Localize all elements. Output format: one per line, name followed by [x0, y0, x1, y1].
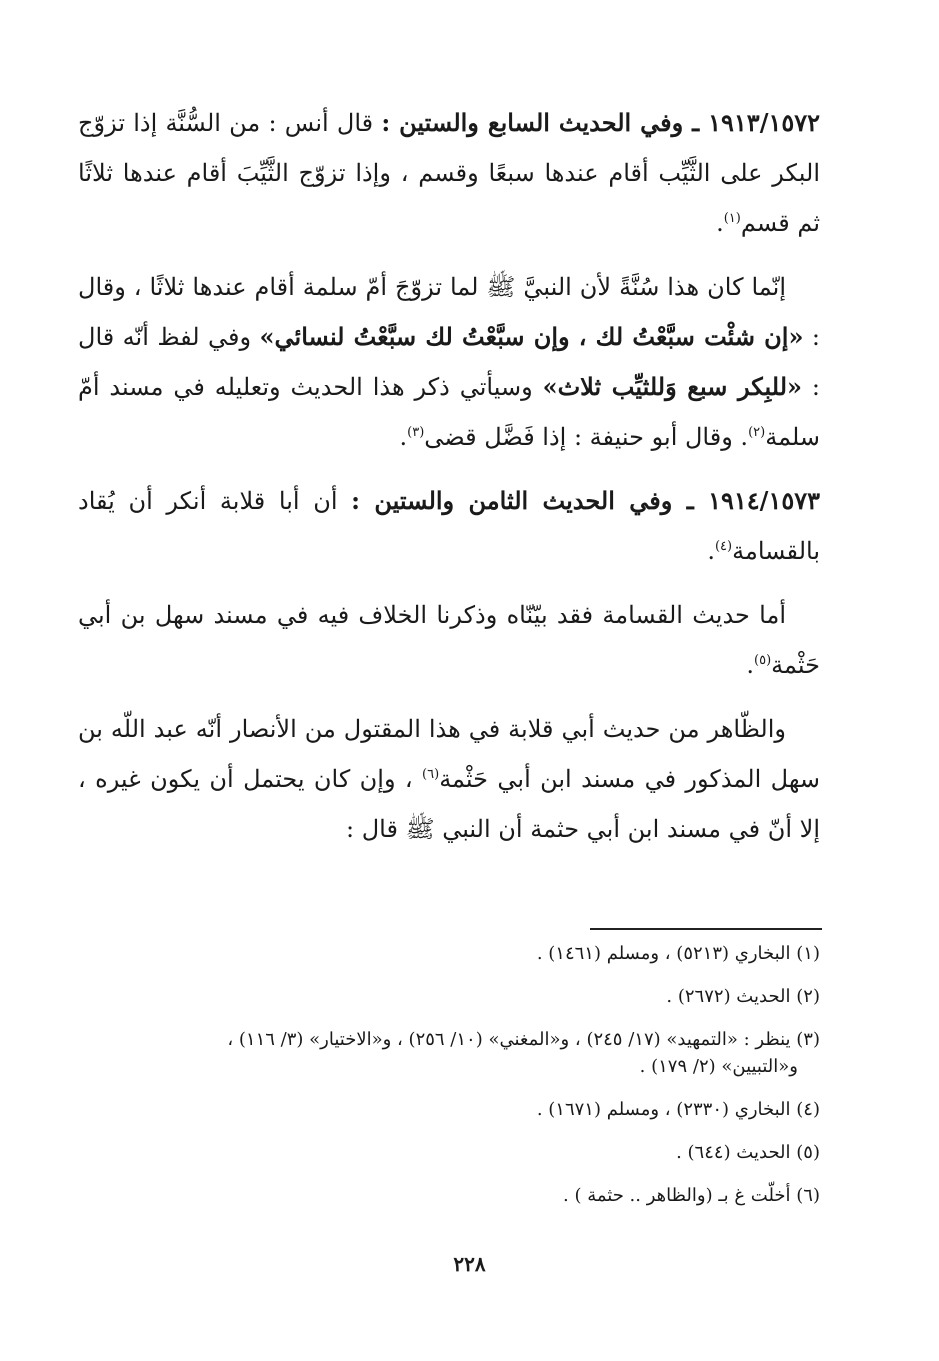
- commentary-text-2: وفي لفظ أنّه قال :: [78, 323, 820, 401]
- footnote-ref-2[interactable]: (٢): [748, 425, 766, 440]
- commentary-paragraph-2: [78, 590, 820, 690]
- period: .: [746, 651, 755, 679]
- footnote-ref-3[interactable]: (٣): [407, 425, 425, 440]
- footnote-6: (٦) أخلّت غ بـ (والظاهر .. حثمة ) .: [563, 1185, 820, 1206]
- page-body: [78, 98, 820, 868]
- commentary-text-5: أما حديث القسامة فقد بيّنّاه وذكرنا الخلاف فيه في مسند سهل بن أبي حَثْمة: [78, 601, 820, 679]
- footnote-2: (٢) الحديث (٢٦٧٢) .: [666, 986, 820, 1007]
- footnote-ref-6[interactable]: (٦): [422, 767, 440, 782]
- commentary-text-1: إنّما كان هذا سُنَّةً لأن النبيَّ ﷺ لما تزوّجَ أمّ سلمة أقام عندها ثلاثًا ، وقال :: [78, 273, 820, 351]
- period: .: [707, 537, 715, 565]
- footnote-ref-1[interactable]: (١): [723, 211, 741, 226]
- commentary-text-4: . وقال أبو حنيفة : إذا فَضَّل قضى: [424, 423, 749, 451]
- footnote-3-text: (٣) ينظر : «التمهيد» (١٧/ ٢٤٥) ، و«المغني» (١٠/ ٢٥٦) ، و«الاختيار» (٣/ ١١٦) ،: [227, 1029, 820, 1050]
- hadith-1572-heading: ١٩١٣/١٥٧٢ ـ وفي الحديث السابع والستين :: [381, 108, 821, 137]
- footnote-4: (٤) البخاري (٢٣٣٠) ، ومسلم (١٦٧١) .: [536, 1099, 820, 1120]
- commentary-text-7: ، وإن كان يحتمل أن يكون غيره ، إلا أنّ في مسند ابن أبي حثمة أن النبي ﷺ قال :: [78, 765, 820, 843]
- footnote-separator: [590, 928, 822, 930]
- commentary-paragraph-1: [78, 262, 820, 462]
- period: .: [716, 209, 724, 237]
- footnotes-section: [78, 940, 820, 1225]
- footnote-3-continuation: و«التبيين» (٢/ ١٧٩) .: [639, 1056, 798, 1077]
- quoted-hadith-2: «للبِكر سبع وَللثيِّب ثلاث»: [542, 372, 803, 401]
- commentary-paragraph-3: [78, 704, 820, 854]
- page-number: ٢٢٨: [453, 1252, 486, 1276]
- footnote-ref-4[interactable]: (٤): [714, 539, 733, 554]
- hadith-1572-text: قال أنس : من السُّنَّة إذا تزوّج البكر على الثَّيِّب أقام عندها سبعًا وقسم ، وإذا تزوّج الثَّيِّبَ أقام عندها ثلاثًا ثم قسم: [78, 109, 820, 237]
- commentary-text-3: وسيأتي ذكر هذا الحديث وتعليله في مسند أمّ سلمة: [78, 373, 820, 451]
- footnote-1: (١) البخاري (٥٢١٣) ، ومسلم (١٤٦١) .: [536, 943, 820, 964]
- period: .: [399, 423, 408, 451]
- hadith-1573-heading: ١٩١٤/١٥٧٣ ـ وفي الحديث الثامن والستين :: [351, 486, 820, 515]
- quoted-hadith-1: «إن شئْت سبَّعْتُ لك ، وإن سبَّعْتُ لك سبَّعْتُ لنسائي»: [259, 322, 804, 351]
- commentary-text-6: والظّاهر من حديث أبي قلابة في هذا المقتول من الأنصار أنّه عبد اللّه بن سهل المذكور في مسند ابن أبي حَثْمة: [78, 715, 821, 793]
- hadith-1572-paragraph: [78, 98, 820, 248]
- hadith-1573-text: أن أبا قلابة أنكر أن يُقاد بالقسامة: [78, 487, 820, 565]
- footnote-ref-5[interactable]: (٥): [754, 653, 772, 668]
- footnote-5: (٥) الحديث (٦٤٤) .: [676, 1142, 820, 1163]
- hadith-1573-paragraph: [78, 476, 820, 576]
- footnote-3: [78, 1026, 820, 1080]
